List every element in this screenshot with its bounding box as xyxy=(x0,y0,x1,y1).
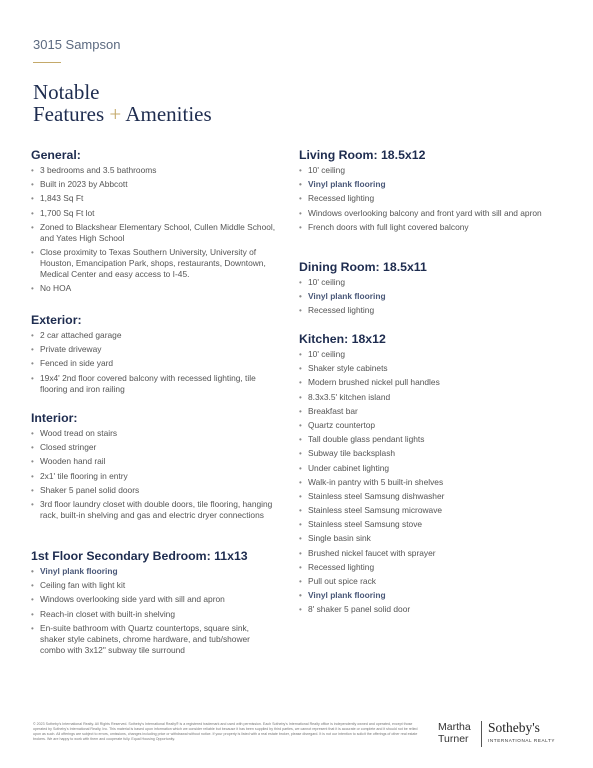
feature-item: • Pull out spice rack xyxy=(299,576,561,587)
feature-list xyxy=(31,566,276,656)
feature-item: • Breakfast bar xyxy=(299,406,561,417)
logo-divider xyxy=(481,721,482,747)
feature-list xyxy=(299,165,561,233)
feature-item: • Brushed nickel faucet with sprayer xyxy=(299,548,561,559)
feature-item: • Fenced in side yard xyxy=(31,358,276,369)
feature-item: • Modern brushed nickel pull handles xyxy=(299,377,561,388)
property-address: 3015 Sampson xyxy=(33,37,121,52)
title-amenities: Amenities xyxy=(125,102,212,126)
feature-item: • 1,843 Sq Ft xyxy=(31,193,276,204)
feature-item: • 3rd floor laundry closet with double doors, tile flooring, hanging rack, built-in shelving and gas and electric dryer connections xyxy=(31,499,276,521)
feature-list xyxy=(31,165,276,294)
feature-list xyxy=(31,330,276,395)
section-kitchen xyxy=(299,332,561,619)
feature-item: • 8' shaker 5 panel solid door xyxy=(299,604,561,615)
martha-turner-wordmark xyxy=(438,721,471,745)
feature-item: • En-suite bathroom with Quartz countertops, square sink, shaker style cabinets, chrome hardware, and tub/shower combo with 3x12" subway tile surround xyxy=(31,623,276,656)
section-heading: General: xyxy=(31,148,81,162)
gold-divider xyxy=(33,62,61,63)
feature-item: • Built in 2023 by Abbcott xyxy=(31,179,276,190)
feature-item: • Wooden hand rail xyxy=(31,456,276,467)
feature-item: • Recessed lighting xyxy=(299,305,561,316)
section-heading: Interior: xyxy=(31,411,78,425)
feature-item: • Windows overlooking side yard with sill and apron xyxy=(31,594,276,605)
feature-item: • Recessed lighting xyxy=(299,193,561,204)
feature-item: • 8.3x3.5' kitchen island xyxy=(299,392,561,403)
section-general xyxy=(31,148,276,297)
feature-item: • Recessed lighting xyxy=(299,562,561,573)
feature-item: • Ceiling fan with light kit xyxy=(31,580,276,591)
feature-item: • 10' ceiling xyxy=(299,277,561,288)
feature-item: • Stainless steel Samsung stove xyxy=(299,519,561,530)
feature-item: • 3 bedrooms and 3.5 bathrooms xyxy=(31,165,276,176)
section-heading: 1st Floor Secondary Bedroom: 11x13 xyxy=(31,549,248,563)
section-interior xyxy=(31,411,276,524)
feature-item: • Wood tread on stairs xyxy=(31,428,276,439)
feature-item: • Shaker style cabinets xyxy=(299,363,561,374)
feature-item: • 2 car attached garage xyxy=(31,330,276,341)
feature-list xyxy=(299,277,561,316)
section-heading: Kitchen: 18x12 xyxy=(299,332,386,346)
feature-item: • Quartz countertop xyxy=(299,420,561,431)
section-dining-room xyxy=(299,260,561,320)
feature-item: • No HOA xyxy=(31,283,276,294)
feature-item: • Vinyl plank flooring xyxy=(299,291,561,302)
logo-sothebys: Sotheby's xyxy=(488,720,540,735)
title-line-2 xyxy=(33,103,212,125)
feature-item: • Closed stringer xyxy=(31,442,276,453)
section-heading: Living Room: 18.5x12 xyxy=(299,148,426,162)
title-features: Features xyxy=(33,102,105,126)
feature-item: • 10' ceiling xyxy=(299,165,561,176)
feature-item: • French doors with full light covered balcony xyxy=(299,222,561,233)
feature-item: • 10' ceiling xyxy=(299,349,561,360)
feature-item: • Tall double glass pendant lights xyxy=(299,434,561,445)
feature-item: • Under cabinet lighting xyxy=(299,463,561,474)
feature-item: • Vinyl plank flooring xyxy=(299,179,561,190)
page-title xyxy=(33,81,212,125)
feature-item: • Shaker 5 panel solid doors xyxy=(31,485,276,496)
title-line-1: Notable xyxy=(33,80,100,104)
feature-item: • Stainless steel Samsung dishwasher xyxy=(299,491,561,502)
logo-martha: Martha xyxy=(438,721,471,733)
section-heading: Exterior: xyxy=(31,313,82,327)
feature-item: • Private driveway xyxy=(31,344,276,355)
feature-item: • Subway tile backsplash xyxy=(299,448,561,459)
feature-item: • Reach-in closet with built-in shelving xyxy=(31,609,276,620)
feature-item: • Vinyl plank flooring xyxy=(31,566,276,577)
logo-realty: INTERNATIONAL REALTY xyxy=(488,738,556,743)
feature-item: • Close proximity to Texas Southern University, University of Houston, Emancipation Park, shops, restaurants, Downtown, Medical Center and easy access to I-45. xyxy=(31,247,276,280)
feature-item: • 2x1' tile flooring in entry xyxy=(31,471,276,482)
feature-item: • 19x4' 2nd floor covered balcony with recessed lighting, tile flooring and iron railing xyxy=(31,373,276,395)
feature-item: • Vinyl plank flooring xyxy=(299,590,561,601)
feature-item: • Stainless steel Samsung microwave xyxy=(299,505,561,516)
feature-item: • Windows overlooking balcony and front yard with sill and apron xyxy=(299,208,561,219)
legal-disclaimer: © 2023 Sotheby's International Realty. All Rights Reserved. Sotheby's International Realty® is a registered trademark and used with permission. Each Sotheby's International Realty office is independently owned and operated, except those operated by Sotheby's International Realty, Inc. This material is based upon information which we consider reliable but because it has been supplied by third parties, we cannot represent that it is accurate or complete and it should not be relied upon as such. All offerings are subject to errors, omissions, changes including price or withdrawal without notice. If your property is listed with a real estate broker, please disregard. It is not our intention to solicit the offerings of other real estate brokers. We are happy to work with them and cooperate fully. Equal Housing Opportunity. xyxy=(33,722,418,741)
feature-item: • 1,700 Sq Ft lot xyxy=(31,208,276,219)
title-plus: + xyxy=(109,102,122,126)
feature-list xyxy=(31,428,276,521)
feature-item: • Walk-in pantry with 5 built-in shelves xyxy=(299,477,561,488)
section-heading: Dining Room: 18.5x11 xyxy=(299,260,427,274)
section-living-room xyxy=(299,148,561,236)
feature-item: • Zoned to Blackshear Elementary School, Cullen Middle School, and Yates High School xyxy=(31,222,276,244)
feature-item: • Single basin sink xyxy=(299,533,561,544)
feature-list xyxy=(299,349,561,615)
brokerage-logo xyxy=(438,719,563,749)
section-secondary-bedroom xyxy=(31,549,276,659)
section-exterior xyxy=(31,313,276,398)
logo-turner: Turner xyxy=(438,733,469,745)
